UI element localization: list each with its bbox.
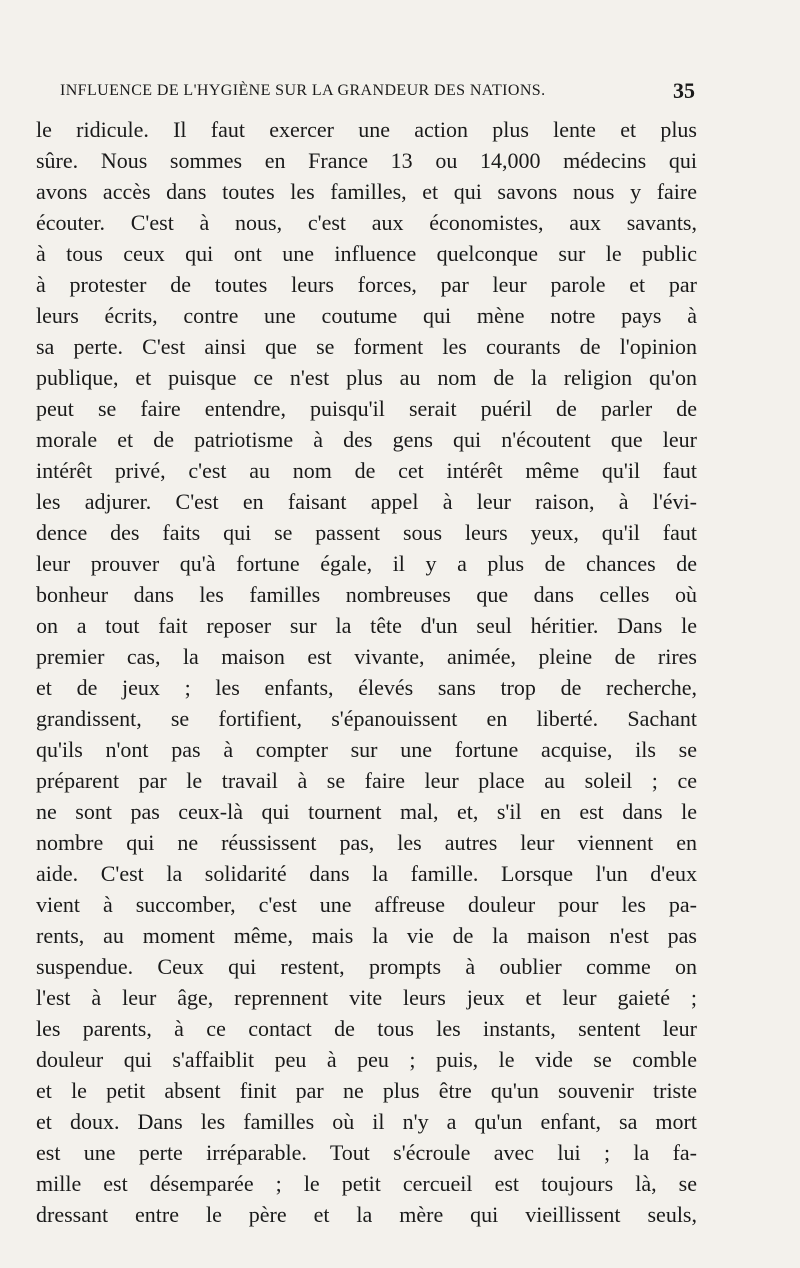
text-line: le ridicule. Il faut exercer une action plus lente et plus xyxy=(36,117,697,142)
text-line: intérêt privé, c'est au nom de cet intérêt même qu'il faut xyxy=(36,458,697,483)
text-line: morale et de patriotisme à des gens qui n'écoutent que leur xyxy=(36,427,697,452)
text-line: à protester de toutes leurs forces, par leur parole et par xyxy=(36,272,697,297)
text-line: et de jeux ; les enfants, élevés sans trop de recherche, xyxy=(36,675,697,700)
text-line: et le petit absent finit par ne plus être qu'un souvenir triste xyxy=(36,1078,697,1103)
text-line: dressant entre le père et la mère qui vieillissent seuls, xyxy=(36,1202,697,1227)
text-line: et doux. Dans les familles où il n'y a qu'un enfant, sa mort xyxy=(36,1109,697,1134)
text-line: bonheur dans les familles nombreuses que dans celles où xyxy=(36,582,697,607)
text-line: qu'ils n'ont pas à compter sur une fortune acquise, ils se xyxy=(36,737,697,762)
text-line: publique, et puisque ce n'est plus au nom de la religion qu'on xyxy=(36,365,697,390)
text-line: leurs écrits, contre une coutume qui mène notre pays à xyxy=(36,303,697,328)
text-line: ne sont pas ceux-là qui tournent mal, et, s'il en est dans le xyxy=(36,799,697,824)
text-line: sûre. Nous sommes en France 13 ou 14,000 médecins qui xyxy=(36,148,697,173)
page-number: 35 xyxy=(673,78,695,103)
running-header xyxy=(60,78,695,112)
text-line: l'est à leur âge, reprennent vite leurs jeux et leur gaieté ; xyxy=(36,985,697,1010)
text-line: douleur qui s'affaiblit peu à peu ; puis, le vide se comble xyxy=(36,1047,697,1072)
text-line: les adjurer. C'est en faisant appel à leur raison, à l'évi- xyxy=(36,489,697,514)
text-line: mille est désemparée ; le petit cercueil est toujours là, se xyxy=(36,1171,697,1196)
text-line: avons accès dans toutes les familles, et qui savons nous y faire xyxy=(36,179,697,204)
text-line: rents, au moment même, mais la vie de la maison n'est pas xyxy=(36,923,697,948)
text-line: à tous ceux qui ont une influence quelconque sur le public xyxy=(36,241,697,266)
text-line: leur prouver qu'à fortune égale, il y a plus de chances de xyxy=(36,551,697,576)
body-text xyxy=(36,114,697,1230)
text-line: les parents, à ce contact de tous les instants, sentent leur xyxy=(36,1016,697,1041)
text-line: est une perte irréparable. Tout s'écroule avec lui ; la fa- xyxy=(36,1140,697,1165)
text-line: nombre qui ne réussissent pas, les autres leur viennent en xyxy=(36,830,697,855)
text-line: sa perte. C'est ainsi que se forment les courants de l'opinion xyxy=(36,334,697,359)
text-line: grandissent, se fortifient, s'épanouissent en liberté. Sachant xyxy=(36,706,697,731)
text-line: on a tout fait reposer sur la tête d'un seul héritier. Dans le xyxy=(36,613,697,638)
text-line: premier cas, la maison est vivante, animée, pleine de rires xyxy=(36,644,697,669)
text-line: suspendue. Ceux qui restent, prompts à oublier comme on xyxy=(36,954,697,979)
text-line: peut se faire entendre, puisqu'il serait puéril de parler de xyxy=(36,396,697,421)
text-line: écouter. C'est à nous, c'est aux économistes, aux savants, xyxy=(36,210,697,235)
text-line: vient à succomber, c'est une affreuse douleur pour les pa- xyxy=(36,892,697,917)
text-line: dence des faits qui se passent sous leurs yeux, qu'il faut xyxy=(36,520,697,545)
text-line: aide. C'est la solidarité dans la famille. Lorsque l'un d'eux xyxy=(36,861,697,886)
text-line: préparent par le travail à se faire leur place au soleil ; ce xyxy=(36,768,697,793)
running-title: INFLUENCE DE L'HYGIÈNE SUR LA GRANDEUR DES NATIONS. xyxy=(60,82,546,99)
